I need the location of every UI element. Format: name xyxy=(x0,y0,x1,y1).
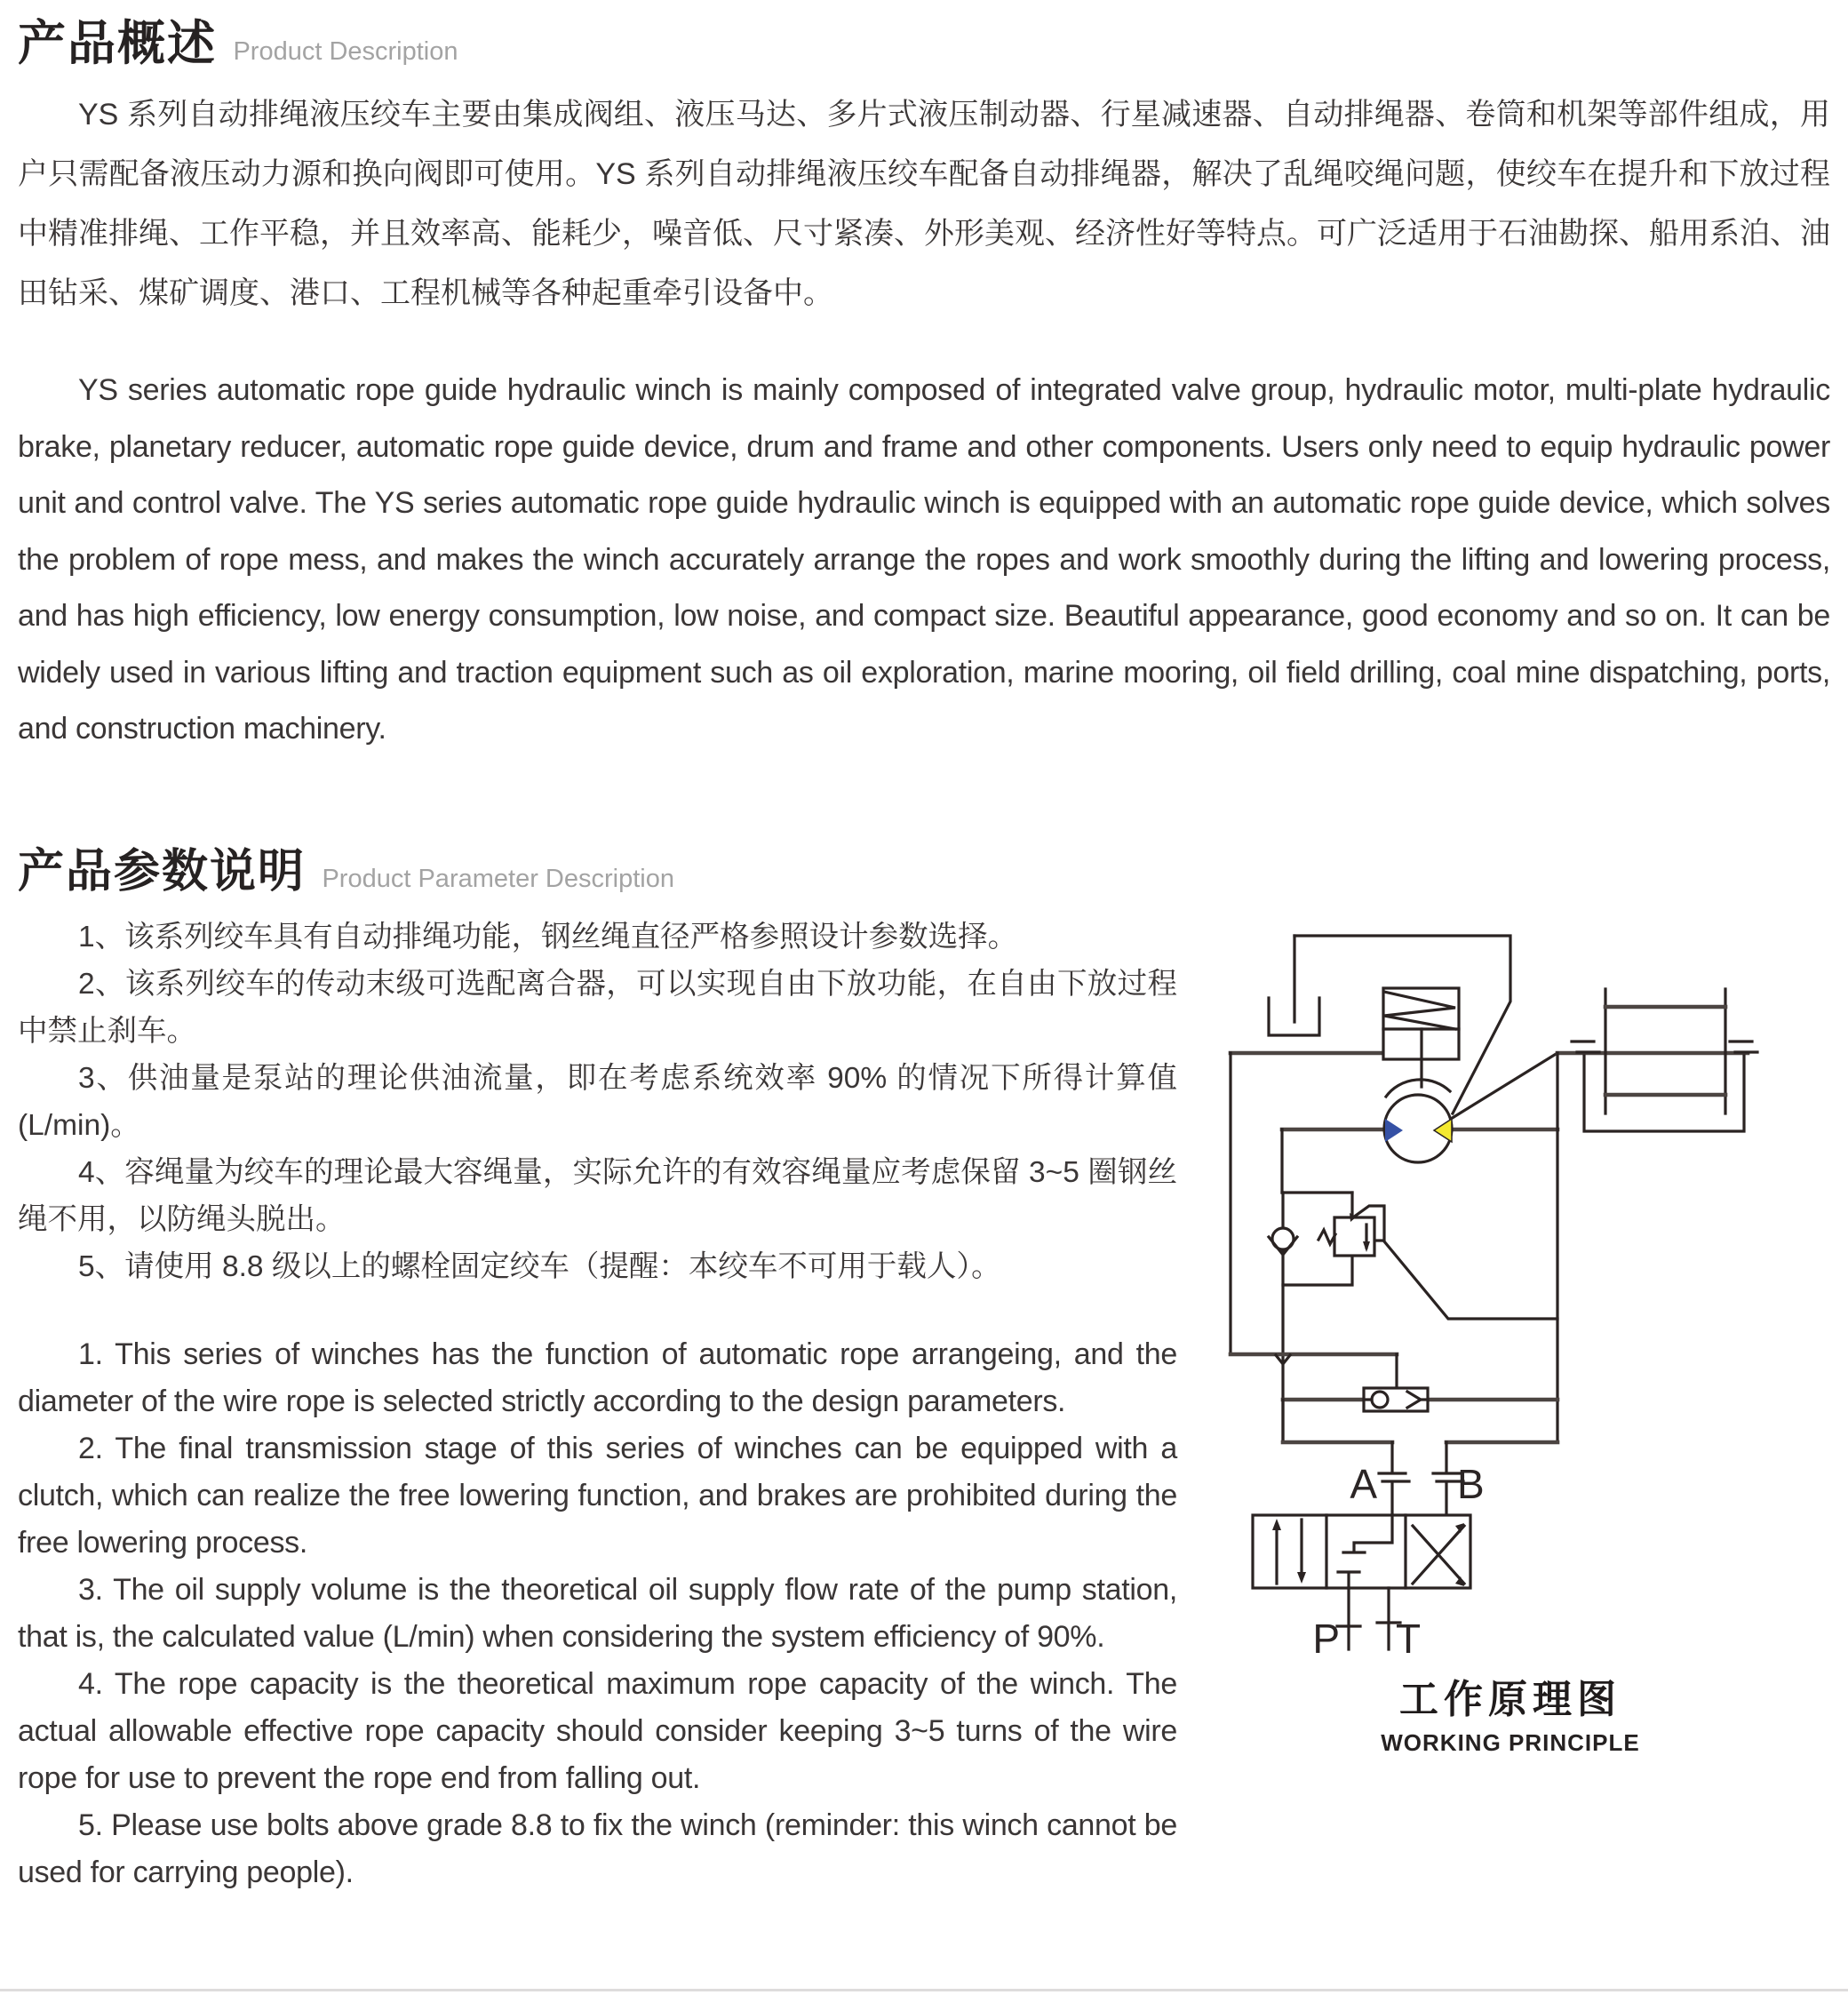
pilot-check-valve-icon xyxy=(1364,1388,1428,1411)
diagram-caption-en: WORKING PRINCIPLE xyxy=(1381,1729,1640,1756)
parameter-notes-en xyxy=(18,1331,1177,1896)
port-break-marks xyxy=(1379,1473,1463,1481)
note-cn-5: 5、请使用 8.8 级以上的螺栓固定绞车（提醒：本绞车不可用于载人）。 xyxy=(78,1250,1001,1283)
winch-drum-icon xyxy=(1584,989,1744,1131)
relief-valve-icon xyxy=(1318,1213,1374,1256)
product-description-en: YS series automatic rope guide hydraulic winch is mainly composed of integrated valve group, hydraulic motor, multi-plate hydraulic brake, planetary reducer, automatic rope guide device, drum and frame and other components. Users only need to equip hydraulic power unit and control valve. The YS series automatic rope guide hydraulic winch is equipped with an automatic rope guide device, which solves the problem of rope mess, and makes the winch accurately arrange the ropes and work smoothly during the lifting and lowering process, and has high efficiency, low energy consumption, low noise, and compact size. Beautiful appearance, good economy and so on. It can be widely used in various lifting and traction equipment such as oil exploration, marine mooring, oil field drilling, coal mine dispatching, ports, and construction machinery. xyxy=(18,373,1830,746)
port-label-b: B xyxy=(1457,1461,1485,1507)
brake-icon xyxy=(1383,988,1459,1087)
diagram-caption xyxy=(1217,1667,1804,1757)
note-en-2: 2. The final transmission stage of this series of winches can be equipped with a clutch, which can realize the free lowering function, and brakes are prohibited during the free lowering process. xyxy=(18,1432,1177,1560)
section1-heading xyxy=(18,5,458,74)
section2-title-en: Product Parameter Description xyxy=(322,865,674,893)
circuit-lines xyxy=(1231,936,1757,1515)
product-description-cn: YS 系列自动排绳液压绞车主要由集成阀组、液压马达、多片式液压制动器、行星减速器、自动排绳器、卷筒和机架等部件组成，用户只需配备液压动力源和换向阀即可使用。YS 系列自动排绳液压绞车配备自动排绳器，解决了乱绳咬绳问题，使绞车在提升和下放过程中精准排绳、工作平稳，并且效率高、能耗少，噪音低、尺寸紧凑、外形美观、经济性好等特点。可广泛适用于石油勘探、船用系泊、油田钻采、煤矿调度、港口、工程机械等各种起重牵引设备中。 xyxy=(18,98,1830,310)
port-label-t: T xyxy=(1396,1616,1422,1662)
parameter-notes-cn xyxy=(18,914,1177,1290)
port-label-a: A xyxy=(1350,1461,1377,1507)
note-cn-3: 3、供油量是泵站的理论供油流量，即在考虑系统效率 90% 的情况下所得计算值 (L/min)。 xyxy=(18,1062,1177,1142)
directional-valve-icon xyxy=(1253,1515,1470,1588)
hydraulic-schematic xyxy=(1217,906,1848,1662)
pt-port-lines xyxy=(1337,1588,1400,1649)
note-en-1: 1. This series of winches has the function of automatic rope arrangeing, and the diameter of the wire rope is selected strictly according to the design parameters. xyxy=(18,1337,1177,1418)
coupling-break-marks xyxy=(1572,1041,1757,1052)
note-en-3: 3. The oil supply volume is the theoretical oil supply flow rate of the pump station, that is, the calculated value (L/min) when considering the system efficiency of 90%. xyxy=(18,1573,1177,1654)
port-label-p: P xyxy=(1312,1616,1340,1662)
section1-title-cn: 产品概述 xyxy=(18,17,217,70)
note-en-4: 4. The rope capacity is the theoretical maximum rope capacity of the winch. The actual allowable effective rope capacity should consider keeping 3~5 turns of the wire rope for use to prevent the rope end from falling out. xyxy=(18,1667,1177,1795)
note-en-5: 5. Please use bolts above grade 8.8 to fix the winch (reminder: this winch cannot be used for carrying people). xyxy=(18,1808,1177,1889)
bottom-divider xyxy=(0,1989,1848,1991)
note-cn-4: 4、容绳量为绞车的理论最大容绳量，实际允许的有效容绳量应考虑保留 3~5 圈钢丝绳不用，以防绳头脱出。 xyxy=(18,1156,1177,1236)
note-cn-2: 2、该系列绞车的传动末级可选配离合器，可以实现自由下放功能，在自由下放过程中禁止刹车。 xyxy=(18,968,1177,1048)
section2-heading xyxy=(18,834,674,900)
hydraulic-motor-icon xyxy=(1384,1080,1452,1162)
section1-title-en: Product Description xyxy=(233,37,458,66)
check-valve-icon xyxy=(1269,1228,1297,1255)
section2-title-cn: 产品参数说明 xyxy=(18,846,307,898)
note-cn-1: 1、该系列绞车具有自动排绳功能，钢丝绳直径严格参照设计参数选择。 xyxy=(78,921,1018,954)
diagram-caption-cn: 工作原理图 xyxy=(1399,1678,1621,1721)
